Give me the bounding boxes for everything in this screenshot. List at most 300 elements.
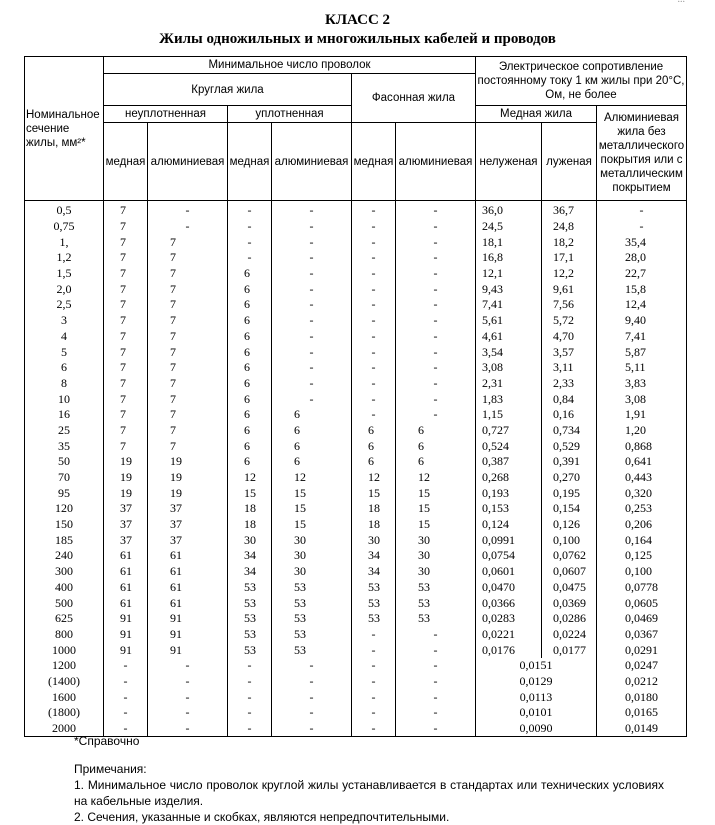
table-cell: 0,268 [476,470,542,486]
table-cell: 6 [228,438,272,454]
table-cell: 0,727 [476,423,542,439]
table-cell: 7 [148,344,228,360]
header-copper: медная [228,123,272,201]
table-cell: 7 [104,438,148,454]
table-cell: 3,08 [597,391,687,407]
table-cell: 37 [104,501,148,517]
table-cell: 18 [228,517,272,533]
table-cell: 4,61 [476,329,542,345]
table-cell: - [104,705,148,721]
table-cell: 0,206 [597,517,687,533]
table-cell: 0,0991 [476,532,542,548]
table-cell: - [352,219,396,235]
table-cell: 12,4 [597,297,687,313]
header-uncompacted: неуплотненная [104,106,228,123]
table-cell: 24,8 [542,219,597,235]
table-row [25,438,687,454]
section-cell: 5 [25,344,104,360]
table-cell: 6 [228,391,272,407]
table-cell: 0,0176 [476,642,542,658]
table-cell: 18 [352,517,396,533]
table-cell: 6 [228,329,272,345]
table-cell: - [352,391,396,407]
section-cell: 1, [25,234,104,250]
table-cell: 7 [104,297,148,313]
section-cell: 240 [25,548,104,564]
table-cell: 5,87 [597,344,687,360]
table-cell: 0,125 [597,548,687,564]
table-cell: 0,320 [597,485,687,501]
table-cell: 0,0165 [597,705,687,721]
table-cell: 0,0778 [597,580,687,596]
table-cell: 0,154 [542,501,597,517]
table-cell: 91 [148,627,228,643]
table-cell: - [272,658,352,674]
table-cell: 7,41 [597,329,687,345]
note-2: 2. Сечения, указанные и скобках, являются непредпочтительными. [74,810,450,824]
table-cell: - [396,234,476,250]
section-cell: 1,5 [25,266,104,282]
table-cell: 6 [352,454,396,470]
header-copper: медная [352,123,396,201]
table-cell: 9,40 [597,313,687,329]
table-cell: 0,0762 [542,548,597,564]
table-cell: 0,124 [476,517,542,533]
table-cell: 0,0212 [597,674,687,690]
table-cell: 3,83 [597,376,687,392]
table-cell: - [272,329,352,345]
table-cell: - [228,234,272,250]
table-cell: - [396,627,476,643]
table-cell: - [396,360,476,376]
table-body [25,201,687,737]
table-cell: 7 [104,250,148,266]
header-nominal-section: Номинальное сечение жилы, мм²* [25,57,104,201]
table-cell: 34 [352,548,396,564]
section-cell: 150 [25,517,104,533]
table-cell: 61 [148,580,228,596]
note-1: 1. Минимальное число проволок круглой жилы устанавливается в стандартах или технических условиях на кабельные изделия. [74,778,664,808]
table-cell: 53 [228,627,272,643]
table-row [25,470,687,486]
table-cell: 91 [104,611,148,627]
table-cell: - [104,658,148,674]
table-cell: 53 [272,595,352,611]
table-cell: 0,387 [476,454,542,470]
table-cell: 28,0 [597,250,687,266]
table-cell: 91 [148,611,228,627]
table-cell: - [272,705,352,721]
table-cell: 2,31 [476,376,542,392]
section-cell: 120 [25,501,104,517]
table-row [25,297,687,313]
table-cell: 35,4 [597,234,687,250]
table-cell: - [272,250,352,266]
table-cell: 30 [272,548,352,564]
table-cell: 19 [104,470,148,486]
table-cell: - [352,642,396,658]
table-cell: 61 [148,548,228,564]
table-cell: 53 [272,627,352,643]
table-cell: 2,33 [542,376,597,392]
table-cell: - [272,219,352,235]
table-cell: - [228,721,272,737]
table-row [25,234,687,250]
section-cell: 16 [25,407,104,423]
table-cell: - [272,360,352,376]
table-row [25,344,687,360]
table-cell: 0,529 [542,438,597,454]
table-cell: 0,100 [597,564,687,580]
table-cell: 6 [272,423,352,439]
table-cell: 7 [104,201,148,219]
table-cell: 3,11 [542,360,597,376]
table-cell: 7 [148,423,228,439]
section-cell: (1800) [25,705,104,721]
table-row [25,580,687,596]
table-row [25,201,687,219]
page-corner-text [678,0,686,5]
table-cell: 6 [396,454,476,470]
table-cell: 19 [148,485,228,501]
header-round-core: Круглая жила [104,74,352,106]
header-resistance: Электрическое сопротивление постоянному току 1 км жилы при 20°С, Ом, не более [476,57,687,106]
table-cell: 53 [272,611,352,627]
table-row [25,658,687,674]
table-cell: - [352,376,396,392]
table-cell: 0,524 [476,438,542,454]
table-cell: 53 [396,580,476,596]
section-cell: 4 [25,329,104,345]
section-cell: 400 [25,580,104,596]
table-cell: 6 [228,297,272,313]
header-copper-core: Медная жила [476,106,597,123]
table-cell: 7 [104,360,148,376]
table-cell: 15 [396,501,476,517]
section-cell: 625 [25,611,104,627]
table-cell: - [228,201,272,219]
table-cell: - [396,219,476,235]
table-cell: 0,0601 [476,564,542,580]
reference-note: *Справочно [74,734,140,748]
section-cell: 1200 [25,658,104,674]
table-cell: 7 [148,234,228,250]
table-cell: 7 [104,266,148,282]
table-cell: 15 [396,517,476,533]
table-cell: 6 [272,454,352,470]
table-cell: 6 [272,438,352,454]
table-cell: 30 [272,564,352,580]
table-cell: 6 [352,423,396,439]
table-cell: 12 [228,470,272,486]
table-cell: - [396,407,476,423]
table-cell: - [396,721,476,737]
table-cell: 37 [148,501,228,517]
table-cell: 12 [396,470,476,486]
table-cell: - [148,721,228,737]
table-cell: - [228,658,272,674]
table-row [25,250,687,266]
table-cell: 37 [104,517,148,533]
table-cell: - [272,266,352,282]
table-cell: 7 [104,407,148,423]
table-cell: - [352,329,396,345]
table-row [25,391,687,407]
table-cell: 53 [272,642,352,658]
table-cell: 19 [104,485,148,501]
table-cell: 12 [352,470,396,486]
table-cell: - [228,705,272,721]
header-aluminum: алюминиевая [396,123,476,201]
table-cell: 0,443 [597,470,687,486]
table-cell: - [272,674,352,690]
table-cell: 18 [228,501,272,517]
table-cell: 0,0286 [542,611,597,627]
table-cell: 7 [148,391,228,407]
table-cell: 53 [396,611,476,627]
table-cell: - [148,689,228,705]
table-cell: - [104,721,148,737]
table-cell: - [597,219,687,235]
table-cell: 0,270 [542,470,597,486]
table-cell: - [228,674,272,690]
table-cell: 7 [148,297,228,313]
table-cell: 0,153 [476,501,542,517]
table-cell: 6 [228,344,272,360]
table-cell: 15 [352,485,396,501]
table-cell: - [352,705,396,721]
table-cell: - [396,674,476,690]
table-cell: 0,0180 [597,689,687,705]
table-row [25,266,687,282]
table-row [25,548,687,564]
table-cell: 1,20 [597,423,687,439]
table-row [25,423,687,439]
table-cell: 7 [104,313,148,329]
table-cell: - [396,689,476,705]
table-cell: - [396,266,476,282]
section-cell: 1000 [25,642,104,658]
table-cell: 6 [396,438,476,454]
table-cell: 12,2 [542,266,597,282]
table-row [25,219,687,235]
table-cell: 7 [104,376,148,392]
table-row [25,674,687,690]
header-aluminum-core: Алюминиевая жила без металлического покрытия или с металлическим покрытием [597,106,687,201]
table-cell: - [104,689,148,705]
table-cell: 36,0 [476,201,542,219]
table-cell: - [352,344,396,360]
table-cell: - [396,658,476,674]
table-cell: 0,0283 [476,611,542,627]
table-row [25,376,687,392]
section-cell: 800 [25,627,104,643]
table-cell: 6 [352,438,396,454]
table-cell: 91 [148,642,228,658]
table-cell: 61 [104,548,148,564]
section-cell: 8 [25,376,104,392]
header-compacted: уплотненная [228,106,352,123]
table-cell: 3,54 [476,344,542,360]
table-cell: 7 [148,329,228,345]
table-cell: 37 [148,517,228,533]
section-cell: (1400) [25,674,104,690]
table-cell: - [352,360,396,376]
page-subtitle: Жилы одножильных и многожильных кабелей и проводов [159,31,556,47]
table-cell: - [352,266,396,282]
table-cell: 30 [272,532,352,548]
table-cell: 1,83 [476,391,542,407]
table-cell: 7 [148,438,228,454]
table-cell: 0,84 [542,391,597,407]
table-row [25,611,687,627]
table-row [25,454,687,470]
table-row [25,517,687,533]
table-cell: 53 [228,611,272,627]
table-cell: - [272,297,352,313]
table-cell: - [272,391,352,407]
table-cell: 61 [148,564,228,580]
table-cell: 0,0607 [542,564,597,580]
table-cell: 30 [396,564,476,580]
table-cell: 7 [148,313,228,329]
table-cell: 6 [228,376,272,392]
table-row [25,627,687,643]
section-cell: 35 [25,438,104,454]
table-cell: 12,1 [476,266,542,282]
section-cell: 1,2 [25,250,104,266]
table-cell: 0,0221 [476,627,542,643]
table-row [25,689,687,705]
table-cell: 15 [272,485,352,501]
table-cell: - [352,627,396,643]
table-cell: 30 [396,548,476,564]
table-cell: 53 [272,580,352,596]
table-cell: 34 [228,564,272,580]
table-cell: 5,61 [476,313,542,329]
table-cell: 0,391 [542,454,597,470]
table-cell: - [228,250,272,266]
table-cell: 0,126 [542,517,597,533]
table-cell: 7 [104,329,148,345]
merged-copper-resistance-cell: 0,0151 [476,658,597,674]
section-cell: 500 [25,595,104,611]
table-cell: - [272,689,352,705]
table-cell: 7 [104,234,148,250]
table-cell: 30 [352,532,396,548]
table-cell: 6 [272,407,352,423]
header-copper: медная [104,123,148,201]
table-cell: 19 [148,470,228,486]
table-cell: 53 [228,642,272,658]
table-cell: 7 [104,423,148,439]
merged-copper-resistance-cell: 0,0101 [476,705,597,721]
table-cell: - [396,344,476,360]
table-cell: - [352,313,396,329]
table-cell: - [104,674,148,690]
section-cell: 2,0 [25,281,104,297]
table-row [25,485,687,501]
table-cell: 37 [148,532,228,548]
table-cell: 0,253 [597,501,687,517]
table-cell: - [272,234,352,250]
table-cell: 61 [104,580,148,596]
table-cell: 0,0367 [597,627,687,643]
table-row [25,501,687,517]
table-cell: 7 [104,219,148,235]
table-cell: 6 [228,313,272,329]
header-aluminum: алюминиевая [272,123,352,201]
table-cell: 7 [104,391,148,407]
header-min-wires: Минимальное число проволок [104,57,476,74]
table-cell: 0,0369 [542,595,597,611]
notes-section [74,733,664,825]
table-cell: 7,56 [542,297,597,313]
table-row [25,407,687,423]
header-untinned: нелуженая [476,123,542,201]
merged-copper-resistance-cell: 0,0090 [476,721,597,737]
page-title: КЛАСС 2 [324,12,391,28]
table-cell: 7 [148,407,228,423]
table-cell: 15 [272,501,352,517]
table-cell: 0,164 [597,532,687,548]
table-cell: 53 [228,595,272,611]
table-cell: 53 [352,595,396,611]
table-cell: 6 [228,360,272,376]
table-cell: - [396,391,476,407]
table-cell: 5,72 [542,313,597,329]
table-cell: 1,15 [476,407,542,423]
table-row [25,313,687,329]
section-cell: 70 [25,470,104,486]
table-cell: 53 [352,611,396,627]
table-cell: 0,0177 [542,642,597,658]
table-cell: 0,0605 [597,595,687,611]
table-cell: - [148,674,228,690]
table-cell: - [396,297,476,313]
table-cell: 15 [396,485,476,501]
section-cell: 0,5 [25,201,104,219]
table-cell: 0,868 [597,438,687,454]
table-cell: 15 [228,485,272,501]
table-cell: 6 [228,423,272,439]
table-cell: 3,57 [542,344,597,360]
table-cell: - [352,674,396,690]
section-cell: 185 [25,532,104,548]
section-cell: 1600 [25,689,104,705]
table-cell: 7 [148,360,228,376]
table-cell: 0,0149 [597,721,687,737]
table-cell: 19 [148,454,228,470]
table-row [25,595,687,611]
table-cell: 0,0224 [542,627,597,643]
table-row [25,705,687,721]
table-cell: 0,100 [542,532,597,548]
table-cell: 24,5 [476,219,542,235]
table-cell: 7 [104,281,148,297]
header-tinned: луженая [542,123,597,201]
table-cell: - [148,705,228,721]
table-cell: - [396,329,476,345]
table-cell: 7 [148,376,228,392]
table-cell: 9,43 [476,281,542,297]
section-cell: 10 [25,391,104,407]
merged-copper-resistance-cell: 0,0129 [476,674,597,690]
table-cell: 22,7 [597,266,687,282]
table-cell: - [272,376,352,392]
table-cell: 0,0470 [476,580,542,596]
table-cell: 61 [104,595,148,611]
